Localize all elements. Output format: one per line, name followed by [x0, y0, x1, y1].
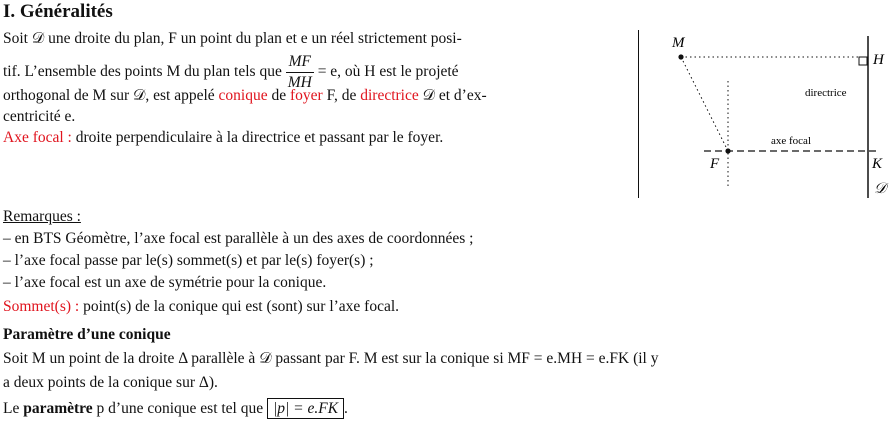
parametre-line-2: a deux points de la conique sur Δ).: [3, 374, 218, 391]
axe-focal-text: droite perpendiculaire à la directrice et passant par le foyer.: [75, 129, 444, 146]
section-title: I. Généralités: [3, 1, 113, 22]
axe-focal-definition: [3, 129, 443, 147]
intro-line-3b: F, de: [326, 87, 357, 104]
intro-line-2b: = e, où H est le projeté: [317, 63, 459, 81]
label-h: H: [873, 52, 884, 68]
sommets-label: Sommet(s) :: [3, 298, 80, 315]
axe-focal-label: Axe focal :: [3, 129, 72, 146]
conic-figure: [640, 26, 890, 206]
parametre-period: .: [344, 400, 348, 417]
intro-line-3a: orthogonal de M sur 𝒟, est appelé: [3, 87, 215, 104]
parametre-le: Le: [3, 400, 20, 417]
intro-line-3c: 𝒟 et d’ex-: [422, 87, 487, 104]
label-directrice: directrice: [805, 87, 847, 99]
remarques-heading: Remarques :: [3, 208, 81, 225]
sommets-definition: [3, 298, 399, 316]
intro-de: de: [271, 87, 287, 104]
fraction-denominator: MH: [287, 74, 312, 91]
intro-line-2a: tif. L’ensemble des points M du plan tels que: [3, 63, 282, 81]
point-f: [725, 148, 730, 153]
label-k: K: [872, 156, 883, 172]
intro-line-1: Soit 𝒟 une droite du plan, F un point du plan et e un réel strictement posi-: [3, 30, 462, 47]
sommets-text: point(s) de la conique qui est (sont) sur l’axe focal.: [83, 298, 400, 315]
label-f: F: [710, 156, 720, 172]
intro-line-3: [3, 87, 487, 105]
term-foyer: foyer: [290, 87, 323, 104]
parametre-heading: Paramètre d’une conique: [3, 326, 171, 343]
parametre-term: paramètre: [23, 400, 93, 417]
fraction-numerator: MF: [286, 52, 314, 73]
label-d: 𝒟: [874, 181, 886, 197]
right-angle-marker: [859, 57, 867, 65]
label-axe-focal: axe focal: [771, 135, 811, 147]
remarque-item-1: – en BTS Géomètre, l’axe focal est parallèle à un des axes de coordonnées ;: [3, 230, 474, 247]
parametre-formula: |p| = e.FK: [267, 398, 344, 419]
term-directrice: directrice: [360, 87, 419, 104]
parametre-line-1: Soit M un point de la droite Δ parallèle à 𝒟 passant par F. M est sur la conique si MF = e.MH = e.FK (il y: [3, 350, 659, 367]
point-m: [678, 54, 683, 59]
remarque-item-3: – l’axe focal est un axe de symétrie pour la conique.: [3, 274, 327, 291]
intro-line-4: centricité e.: [3, 108, 76, 125]
column-divider: [638, 30, 639, 198]
term-conique: conique: [218, 87, 268, 104]
label-m: M: [672, 35, 685, 51]
parametre-line-3b: p d’une conique est tel que: [96, 400, 264, 417]
mf-dotted-line: [681, 57, 728, 151]
remarque-item-2: – l’axe focal passe par le(s) sommet(s) et par le(s) foyer(s) ;: [3, 252, 374, 269]
parametre-line-3: [3, 400, 348, 418]
